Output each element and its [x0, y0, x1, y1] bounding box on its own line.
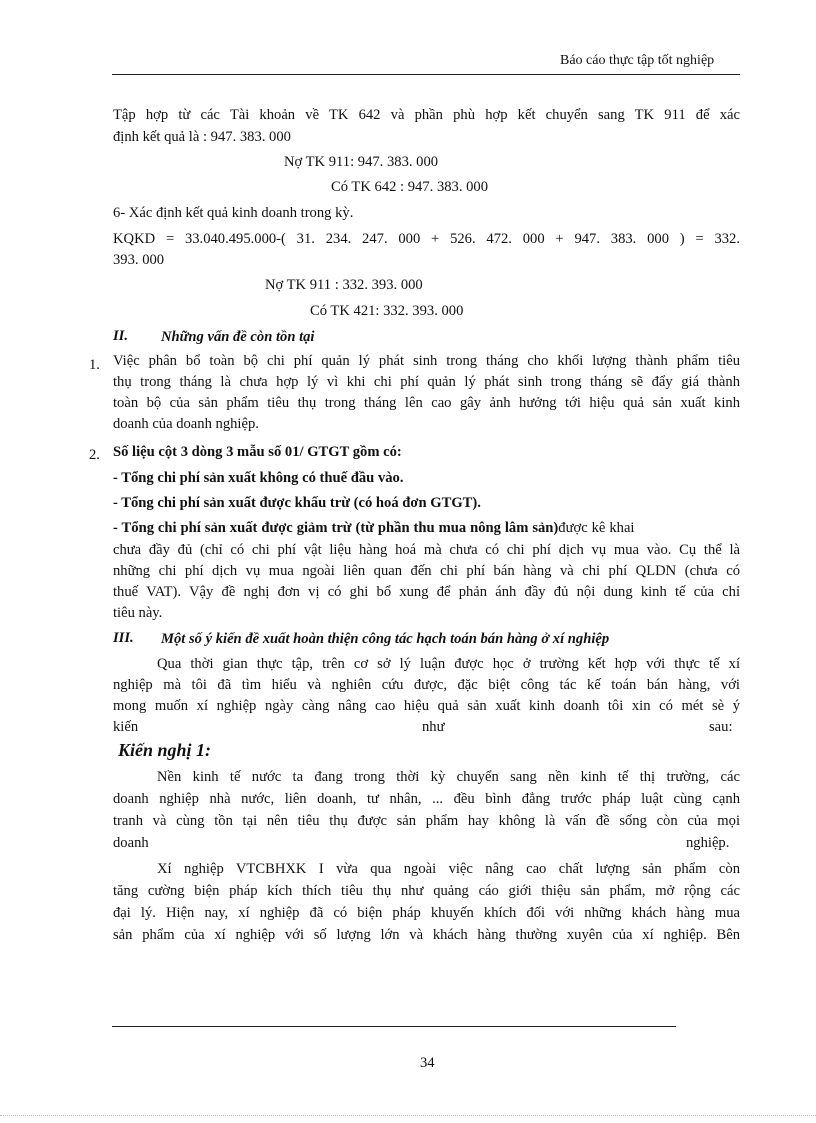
paragraph-line: tăng cường biện pháp kích thích tiêu thụ như quảng cáo giới thiệu sản phẩm, mở rộng các: [113, 883, 740, 899]
paragraph-line: Xí nghiệp VTCBHXK I vừa qua ngoài việc nâng cao chất lượng sản phẩm còn: [157, 861, 740, 877]
paragraph-word: doanh: [113, 835, 149, 851]
paragraph-line: chưa đầy đủ (chỉ có chi phí vật liệu hàng hoá mà chưa có chi phí dịch vụ mua vào. Cụ thể là: [113, 542, 740, 558]
item-2-title: Số liệu cột 3 dòng 3 mẫu số 01/ GTGT gồm có:: [113, 444, 402, 460]
bullet-item: [113, 519, 740, 537]
paragraph-line: đại lý. Hiện nay, xí nghiệp đã có biện pháp khuyến khích đối với những khách hàng mua: [113, 905, 740, 921]
bullet-bold-text: - Tổng chi phí sản xuất được giảm trừ (từ phần thu mua nông lâm sản): [113, 520, 559, 536]
paragraph-line: toàn bộ của sản phẩm tiêu thụ trong tháng lên cao gây ảnh hưởng tới hiệu quả sản xuất kinh: [113, 395, 740, 411]
bullet-rest-text: được kê khai: [558, 520, 635, 536]
paragraph-line: định kết quả là : 947. 383. 000: [113, 129, 291, 145]
paragraph-word: sau:: [709, 719, 733, 735]
paragraph-line: thụ trong tháng là chưa hợp lý vì khi chi phí quản lý phát sinh trong tháng sẽ đẩy giá thành: [113, 374, 740, 390]
paragraph-line: thuế VAT). Vậy đề nghị đơn vị có ghi bổ xung để phản ánh đầy đủ nội dung kinh tế của chỉ: [113, 584, 740, 600]
recommendation-title: Kiến nghị 1:: [118, 740, 212, 760]
paragraph-line: Nền kinh tế nước ta đang trong thời kỳ chuyển sang nền kinh tế thị trường, các: [157, 769, 740, 785]
paragraph-line: những chi phí dịch vụ mua ngoài liên quan đến chi phí bán hàng và chi phí QLDN (chưa có: [113, 563, 740, 579]
list-number: 2.: [89, 447, 100, 463]
paragraph-line: doanh của doanh nghiệp.: [113, 416, 259, 432]
paragraph-line: nghiệp mà tôi đã tìm hiểu và nghiên cứu được, đặc biệt công tác kế toán bán hàng, với: [113, 677, 740, 693]
item-6-heading: 6- Xác định kết quả kinh doanh trong kỳ.: [113, 205, 354, 221]
list-number: 1.: [89, 357, 100, 373]
section-number: III.: [113, 630, 134, 646]
paragraph-line: doanh nghiệp nhà nước, liên doanh, tư nhân, ... đều bình đẳng trước pháp luật cùng cạnh: [113, 791, 740, 807]
header-rule: [112, 74, 740, 75]
footer-rule: [112, 1026, 676, 1027]
page-edge-divider: [0, 1115, 816, 1116]
paragraph-word: như: [422, 719, 445, 735]
paragraph-word: kiến: [113, 719, 139, 735]
paragraph-line: Qua thời gian thực tập, trên cơ sở lý luận được học ở trường kết hợp với thực tế xí: [157, 656, 740, 672]
kqkd-formula: KQKD = 33.040.495.000-( 31. 234. 247. 000 + 526. 472. 000 + 947. 383. 000 ) = 332.: [113, 231, 740, 247]
section-number: II.: [113, 328, 129, 344]
journal-credit-entry: Có TK 421: 332. 393. 000: [310, 303, 464, 319]
paragraph-line: sản phẩm của xí nghiệp với số lượng lớn và khách hàng thường xuyên của xí nghiệp. Bên: [113, 927, 740, 943]
paragraph-line: Việc phân bổ toàn bộ chi phí quản lý phát sinh trong tháng cho khối lượng thành phẩm tiêu: [113, 353, 740, 369]
journal-debit-entry: Nợ TK 911: 947. 383. 000: [284, 154, 439, 170]
kqkd-formula-continued: 393. 000: [113, 252, 165, 268]
journal-credit-entry: Có TK 642 : 947. 383. 000: [331, 179, 489, 195]
section-title: Một số ý kiến đề xuất hoàn thiện công tác hạch toán bán hàng ở xí nghiệp: [161, 631, 610, 647]
paragraph-word: nghiệp.: [686, 835, 730, 851]
paragraph-line: mong muốn xí nghiệp ngày càng nâng cao hiệu quả sản xuất kinh doanh tôi xin có mét sè ý: [113, 698, 740, 714]
journal-debit-entry: Nợ TK 911 : 332. 393. 000: [265, 277, 423, 293]
paragraph-line: tiêu này.: [113, 605, 163, 621]
bullet-item: - Tổng chi phí sản xuất được khấu trừ (có hoá đơn GTGT).: [113, 495, 481, 511]
bullet-item: - Tổng chi phí sản xuất không có thuế đầu vào.: [113, 470, 404, 486]
header-title: Báo cáo thực tập tốt nghiệp: [560, 53, 715, 68]
section-title: Những vấn đề còn tồn tại: [161, 329, 315, 345]
paragraph-line: Tập hợp từ các Tài khoản về TK 642 và phần phù hợp kết chuyển sang TK 911 để xác: [113, 107, 740, 123]
page-number: 34: [420, 1055, 435, 1071]
paragraph-line: tranh và cùng tồn tại nên tiêu thụ được sản phẩm hay không là vấn đề sống còn của mọi: [113, 813, 740, 829]
